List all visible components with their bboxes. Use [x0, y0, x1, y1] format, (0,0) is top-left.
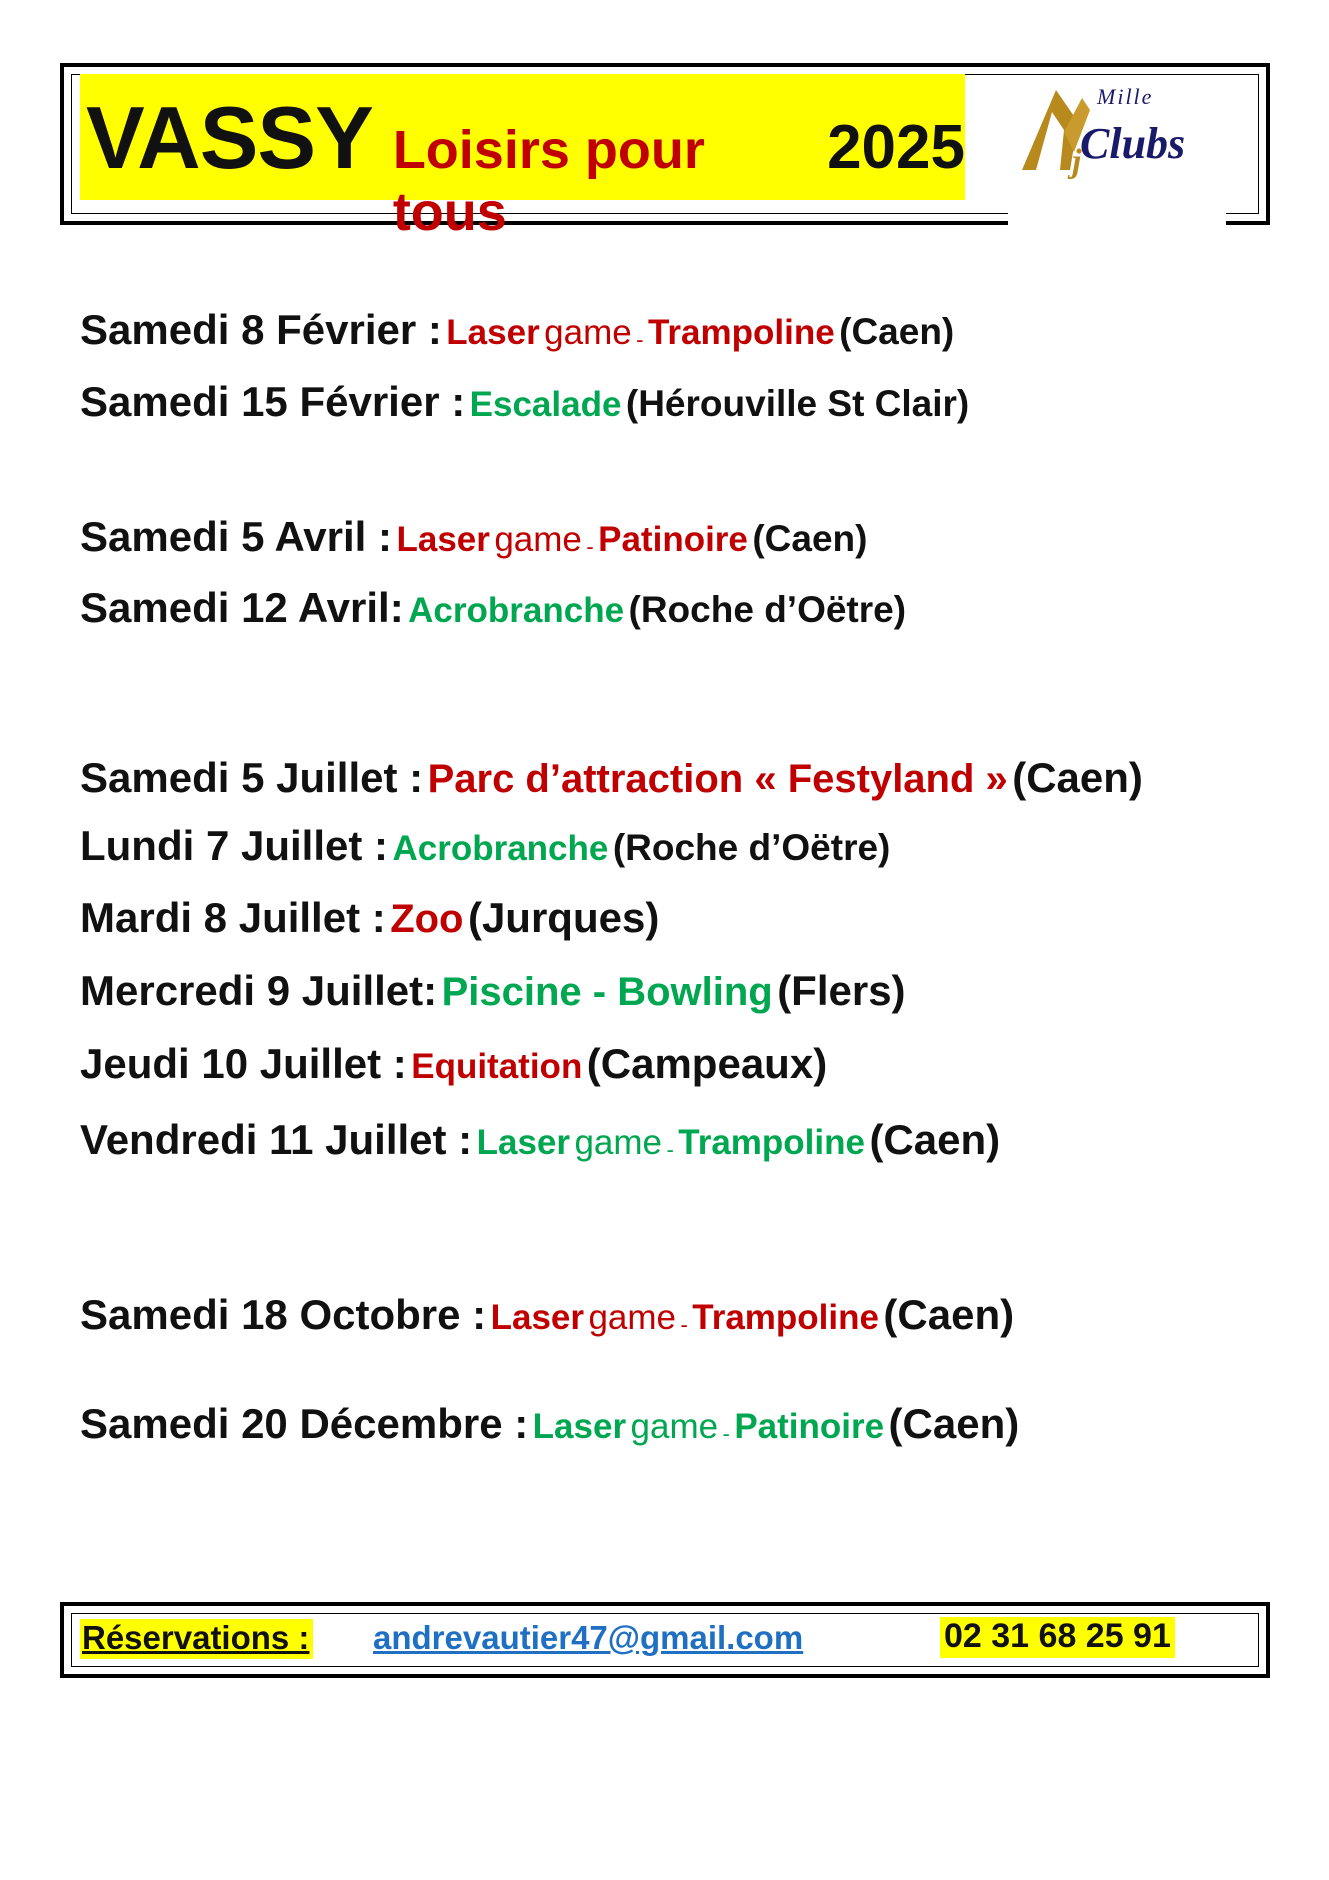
reservation-phone: 02 31 68 25 91 — [940, 1617, 1175, 1658]
logo-text-top: Mille — [1097, 84, 1154, 109]
event-row — [80, 306, 954, 354]
event-row — [80, 1291, 1014, 1339]
event-separator: - — [636, 326, 644, 352]
reservation-email-link[interactable]: andrevautier47@gmail.com — [373, 1619, 804, 1656]
event-location: (Hérouville St Clair) — [625, 383, 970, 424]
event-activity: Parc d’attraction « Festyland » — [427, 757, 1008, 801]
page-title: VASSY — [86, 88, 373, 187]
event-date: Samedi 5 Juillet : — [80, 754, 424, 801]
event-activity: Laser — [490, 1298, 584, 1337]
event-location: (Roche d’Oëtre) — [628, 589, 907, 630]
header-frame-gap — [1008, 210, 1226, 230]
event-activity: Escalade — [469, 385, 622, 424]
event-location: (Caen) — [752, 518, 868, 559]
event-activity: Piscine - Bowling — [441, 970, 773, 1014]
event-row — [80, 378, 969, 426]
event-activity: Trampoline — [678, 1123, 865, 1162]
event-separator: - — [722, 1420, 730, 1446]
event-date: Samedi 15 Février : — [80, 378, 466, 425]
event-activity: Patinoire — [598, 520, 748, 559]
event-activity: game — [574, 1123, 663, 1162]
event-row — [80, 967, 906, 1015]
event-location: (Caen) — [839, 311, 955, 352]
event-location: (Caen) — [1012, 754, 1143, 801]
event-activity: game — [630, 1407, 719, 1446]
event-date: Samedi 18 Octobre : — [80, 1291, 487, 1338]
event-date: Samedi 12 Avril: — [80, 584, 404, 631]
event-row — [80, 1040, 827, 1088]
event-activity: Equitation — [411, 1047, 583, 1086]
event-row — [80, 754, 1143, 802]
event-location: (Campeaux) — [586, 1040, 828, 1087]
event-row — [80, 822, 890, 870]
page-year: 2025 — [827, 113, 965, 182]
page-subtitle: Loisirs pour tous — [392, 120, 705, 242]
event-activity: Acrobranche — [408, 591, 625, 630]
event-activity: Laser — [396, 520, 490, 559]
mille-clubs-logo — [1020, 82, 1202, 182]
event-activity: Laser — [476, 1123, 571, 1162]
event-separator: - — [666, 1136, 674, 1162]
logo-text-bottom: Clubs — [1080, 119, 1186, 168]
event-separator: - — [586, 533, 594, 559]
event-date: Samedi 8 Février : — [80, 306, 442, 353]
event-activity: game — [544, 313, 632, 352]
event-location: (Roche d’Oëtre) — [612, 827, 891, 868]
event-location: (Caen) — [888, 1400, 1020, 1447]
event-location: (Caen) — [883, 1291, 1015, 1338]
event-location: (Jurques) — [467, 894, 660, 941]
event-activity: Trampoline — [692, 1298, 879, 1337]
event-activity: Patinoire — [734, 1407, 885, 1446]
event-location: (Caen) — [869, 1116, 1001, 1163]
event-date: Mercredi 9 Juillet: — [80, 967, 438, 1014]
event-activity: game — [588, 1298, 677, 1337]
event-activity: Laser — [446, 313, 540, 352]
event-location: (Flers) — [777, 967, 906, 1014]
event-row — [80, 584, 906, 632]
event-date: Vendredi 11 Juillet : — [80, 1116, 473, 1163]
event-activity: Zoo — [390, 897, 464, 941]
title-banner — [80, 74, 965, 242]
svg-text:j: j — [1072, 143, 1082, 180]
event-activity: Trampoline — [647, 313, 835, 352]
event-date: Jeudi 10 Juillet : — [80, 1040, 407, 1087]
event-activity: game — [494, 520, 582, 559]
event-row — [80, 1400, 1019, 1448]
event-row — [80, 513, 867, 561]
event-row — [80, 894, 659, 942]
event-separator: - — [680, 1311, 688, 1337]
event-date: Mardi 8 Juillet : — [80, 894, 386, 941]
event-activity: Acrobranche — [392, 829, 609, 868]
event-date: Samedi 5 Avril : — [80, 513, 393, 560]
event-date: Samedi 20 Décembre : — [80, 1400, 529, 1447]
event-row — [80, 1116, 1000, 1164]
event-date: Lundi 7 Juillet : — [80, 822, 389, 869]
event-activity: Laser — [532, 1407, 627, 1446]
reservation-label: Réservations : — [80, 1619, 313, 1659]
